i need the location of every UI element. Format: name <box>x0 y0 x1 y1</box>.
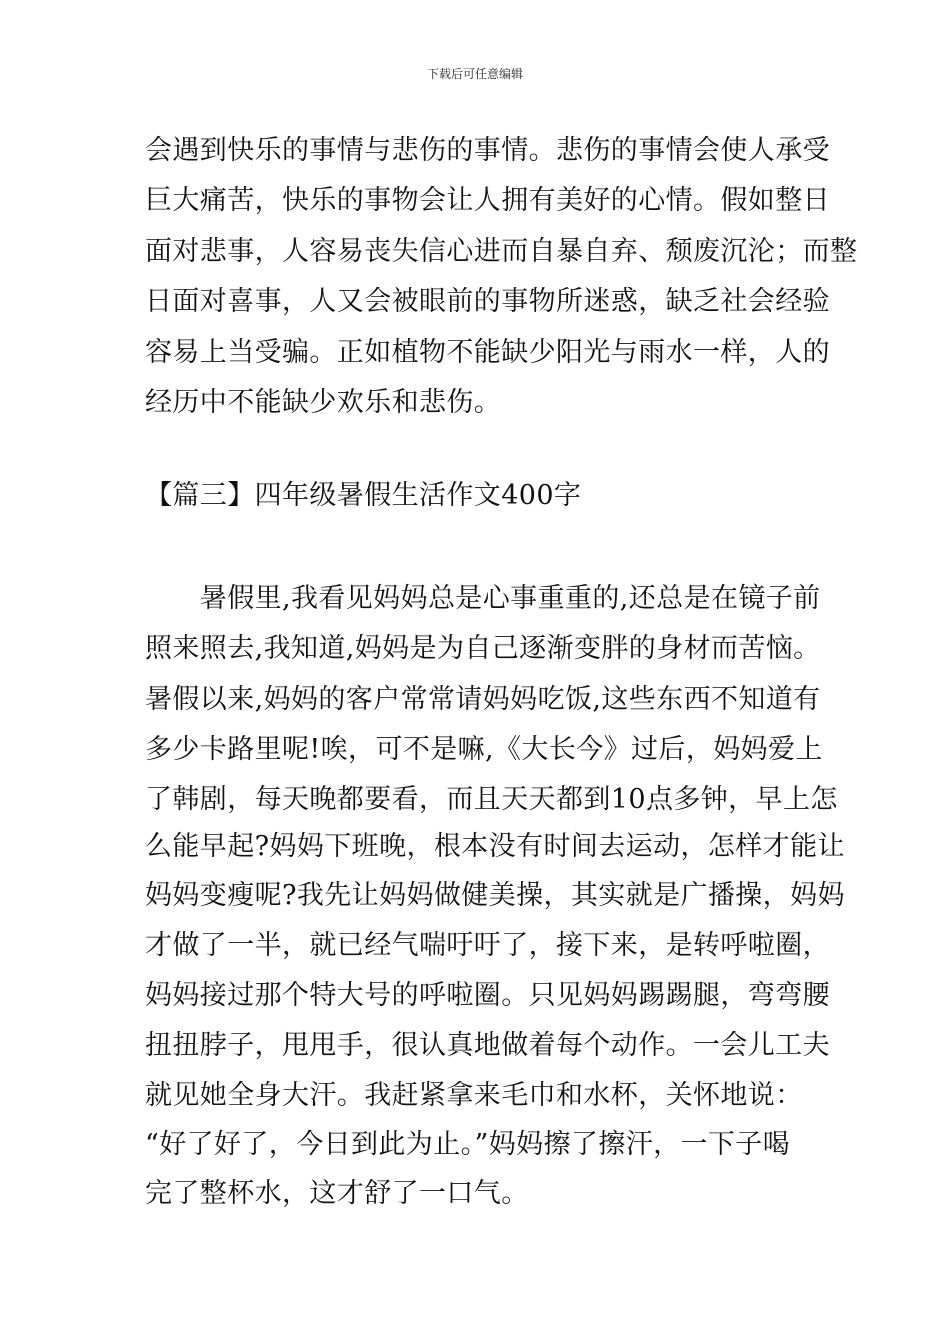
paragraph-line: 会遇到快乐的事情与悲伤的事情。悲伤的事情会使人承受 <box>145 135 830 166</box>
paragraph-line: 妈妈变瘦呢?我先让妈妈做健美操，其实就是广播操，妈妈 <box>145 880 845 911</box>
paragraph-line: 日面对喜事，人又会被眼前的事物所迷惑，缺乏社会经验 <box>145 286 830 317</box>
paragraph-line: 多少卡路里呢!唉，可不是嘛,《大长今》过后，妈妈爱上 <box>145 734 823 765</box>
paragraph-line: “好了好了，今日到此为止。”妈妈擦了擦汗，一下子喝 <box>145 1129 791 1160</box>
paragraph-line: 就见她全身大汗。我赶紧拿来毛巾和水杯，关怀地说： <box>145 1080 803 1111</box>
paragraph-line: 暑假以来,妈妈的客户常常请妈妈吃饭,这些东西不知道有 <box>145 684 821 715</box>
paragraph-line: 容易上当受骗。正如植物不能缺少阳光与雨水一样，人的 <box>145 337 830 368</box>
paragraph-line: 完了整杯水，这才舒了一口气。 <box>145 1178 529 1209</box>
section-title: 【篇三】四年级暑假生活作文400字 <box>145 480 582 511</box>
paragraph-line: 照来照去,我知道,妈妈是为自己逐渐变胖的身材而苦恼。 <box>145 633 821 664</box>
paragraph-line: 扭扭脖子，甩甩手，很认真地做着每个动作。一会儿工夫 <box>145 1030 830 1061</box>
paragraph-line: 暑假里,我看见妈妈总是心事重重的,还总是在镜子前 <box>145 583 821 614</box>
paragraph-line: 面对悲事，人容易丧失信心进而自暴自弃、颓废沉沦；而整 <box>145 236 858 267</box>
paragraph-line: 了韩剧，每天晚都要看，而且天天都到10点多钟，早上怎 <box>145 784 838 815</box>
paragraph-line: 妈妈接过那个特大号的呼啦圈。只见妈妈踢踢腿，弯弯腰 <box>145 980 830 1011</box>
page-header: 下载后可任意编辑 <box>426 67 523 81</box>
paragraph-line: 经历中不能缺少欢乐和悲伤。 <box>145 387 502 418</box>
paragraph-line: 巨大痛苦，快乐的事物会让人拥有美好的心情。假如整日 <box>145 185 830 216</box>
paragraph-line: 才做了一半，就已经气喘吁吁了，接下来，是转呼啦圈， <box>145 930 830 961</box>
paragraph-line: 么能早起?妈妈下班晚，根本没有时间去运动，怎样才能让 <box>145 831 845 862</box>
